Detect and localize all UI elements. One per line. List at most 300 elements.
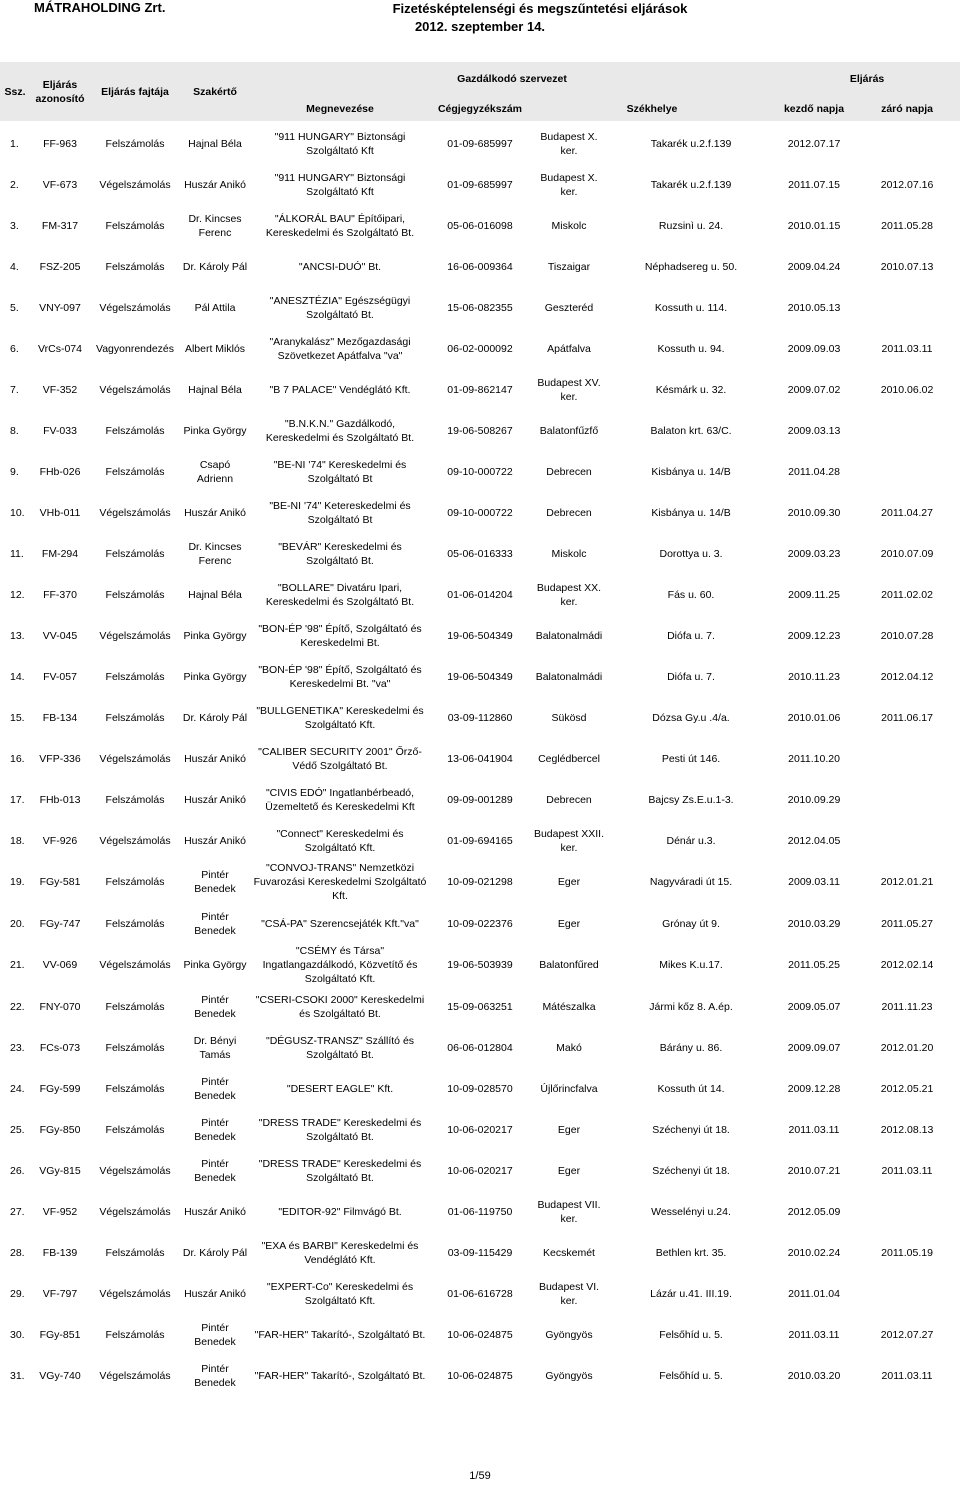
row-number: 21. (10, 959, 25, 971)
row-number: 27. (10, 1205, 25, 1218)
table-row (0, 903, 960, 944)
row-id: FF-963 (43, 137, 77, 150)
row-name: "ANCSI-DUÓ" Bt. (298, 260, 382, 273)
row-type: Végelszámolás (99, 959, 171, 971)
row-number: 6. (10, 342, 19, 355)
row-number: 29. (10, 1287, 25, 1300)
row-end (854, 123, 960, 164)
row-number: 17. (10, 793, 25, 806)
row-end: 2012.01.21 (880, 876, 934, 888)
row-type: Felszámolás (105, 1246, 165, 1259)
row-number: 11. (10, 547, 24, 560)
row-end: 2011.06.17 (881, 711, 933, 724)
row-id: FGy-599 (39, 1082, 81, 1095)
row-start: 2010.01.06 (787, 711, 841, 724)
row-end (854, 779, 960, 820)
col-group-org: Gazdálkodó szervezet (250, 62, 774, 96)
row-end (854, 738, 960, 779)
row-start: 2011.05.25 (788, 959, 840, 971)
table-row (0, 1150, 960, 1191)
row-name: "CALIBER SECURITY 2001" Őrző-Védő Szolgáltató Bt. (258, 745, 422, 772)
row-name: "EDITOR-92" Filmvágó Bt. (278, 1205, 402, 1218)
table-row (0, 1273, 960, 1314)
row-name: "B 7 PALACE" Vendéglátó Kft. (269, 383, 411, 396)
table-row (0, 656, 960, 697)
table-row (0, 1355, 960, 1396)
row-street: Fás u. 60. (667, 588, 715, 601)
row-end: 2012.05.21 (880, 1082, 934, 1095)
row-name: "DÉGUSZ-TRANSZ" Szállító és Szolgáltató Bt. (265, 1034, 415, 1061)
row-type: Felszámolás (105, 424, 165, 437)
row-start: 2011.03.11 (788, 1328, 840, 1341)
row-city: Budapest XXII. ker. (533, 827, 605, 854)
row-start: 2011.10.20 (788, 752, 840, 765)
row-id: FF-370 (43, 588, 77, 601)
row-reg: 05-06-016333 (447, 547, 513, 560)
row-reg: 09-10-000722 (447, 465, 513, 478)
row-number: 2. (10, 178, 19, 191)
row-number: 12. (10, 588, 25, 601)
row-city: Miskolc (551, 547, 587, 560)
company-name: MÁTRAHOLDING Zrt. (34, 0, 166, 15)
row-start: 2009.12.23 (787, 629, 841, 642)
row-expert: Huszár Anikó (184, 793, 246, 806)
row-number: 26. (10, 1164, 25, 1177)
row-street: Diófa u. 7. (667, 670, 715, 683)
row-number: 28. (10, 1246, 25, 1259)
row-end: 2011.03.11 (881, 1164, 933, 1177)
row-expert: Dr. Kincses Ferenc (188, 212, 242, 239)
row-type: Végelszámolás (99, 834, 171, 847)
table-row (0, 533, 960, 574)
row-city: Debrecen (546, 465, 592, 478)
table-row (0, 410, 960, 451)
row-name: "BOLLARE" Divatáru Ipari, Kereskedelmi és Szolgáltató Bt. (265, 581, 415, 608)
row-start: 2009.03.13 (787, 424, 841, 437)
row-street: Bárány u. 86. (659, 1041, 723, 1054)
table-header (0, 62, 960, 123)
row-city: Eger (557, 917, 581, 930)
row-street: Néphadsereg u. 50. (644, 260, 738, 273)
table-row (0, 1027, 960, 1068)
row-name: "ANESZTÉZIA" Egészségügyi Szolgáltató Bt. (269, 294, 411, 321)
row-number: 22. (10, 1000, 25, 1013)
row-street: Bajcsy Zs.E.u.1-3. (648, 793, 734, 806)
row-id: FB-134 (42, 711, 78, 724)
row-expert: Huszár Anikó (184, 1205, 246, 1218)
row-name: "EXPERT-Co" Kereskedelmi és Szolgáltató Kft. (266, 1280, 414, 1307)
row-start: 2010.07.21 (787, 1164, 841, 1177)
row-expert: Pál Attila (194, 301, 236, 314)
row-reg: 01-09-685997 (447, 178, 513, 191)
row-id: VF-952 (42, 1205, 78, 1218)
row-name: "CSERI-CSOKI 2000" Kereskedelmi és Szolgáltató Bt. (255, 993, 425, 1020)
row-reg: 19-06-508267 (447, 424, 513, 437)
row-reg: 19-06-504349 (447, 629, 513, 642)
row-street: Balaton krt. 63/C. (650, 424, 732, 437)
row-start: 2009.05.07 (787, 1000, 841, 1013)
row-street: Dózsa Gy.u .4/a. (652, 711, 730, 724)
row-street: Felsőhíd u. 5. (659, 1328, 723, 1341)
row-expert: Huszár Anikó (184, 178, 246, 191)
row-id: VV-045 (42, 629, 78, 642)
row-city: Miskolc (551, 219, 587, 232)
row-id: FCs-073 (39, 1041, 81, 1054)
row-number: 14. (10, 670, 25, 683)
row-street: Széchenyi út 18. (652, 1164, 730, 1177)
row-city: Kecskemét (543, 1246, 595, 1259)
row-number: 31. (10, 1369, 25, 1382)
row-id: VV-069 (42, 959, 78, 971)
row-id: FHb-013 (39, 793, 81, 806)
row-city: Debrecen (546, 793, 592, 806)
row-street: Nagyváradi út 15. (649, 876, 733, 888)
row-type: Felszámolás (105, 137, 165, 150)
row-start: 2009.11.25 (788, 588, 840, 601)
row-city: Mátészalka (542, 1000, 596, 1013)
row-name: "Aranykalász" Mezőgazdasági Szövetkezet Apátfalva "va" (269, 335, 411, 362)
row-type: Végelszámolás (99, 1369, 171, 1382)
row-start: 2009.07.02 (787, 383, 841, 396)
row-type: Felszámolás (105, 711, 165, 724)
row-reg: 10-09-028570 (447, 1082, 513, 1095)
row-type: Felszámolás (105, 1082, 165, 1095)
row-city: Sükösd (551, 711, 587, 724)
row-expert: Pintér Benedek (194, 1116, 236, 1143)
row-end: 2011.05.27 (881, 917, 933, 930)
row-expert: Pinka György (183, 424, 247, 437)
row-expert: Huszár Anikó (184, 506, 246, 519)
row-city: Balatonfűred (539, 959, 599, 971)
row-expert: Albert Miklós (184, 342, 246, 355)
table-row (0, 328, 960, 369)
row-reg: 10-09-022376 (447, 917, 513, 930)
row-name: "BON-ÉP '98" Építő, Szolgáltató és Kereskedelmi Bt. "va" (258, 663, 422, 690)
row-id: FGy-747 (39, 917, 81, 930)
row-id: FB-139 (42, 1246, 78, 1259)
row-id: FNY-070 (39, 1000, 81, 1013)
row-expert: Pintér Benedek (194, 910, 236, 937)
row-expert: Huszár Anikó (184, 1287, 246, 1300)
row-start: 2010.01.15 (787, 219, 841, 232)
row-start: 2010.09.29 (787, 793, 841, 806)
row-start: 2010.03.20 (787, 1369, 841, 1382)
row-street: Kisbánya u. 14/B (651, 506, 731, 519)
col-reg: Cégjegyzékszám (430, 96, 530, 121)
row-street: Takarék u.2.f.139 (650, 137, 732, 150)
row-expert: Hajnal Béla (188, 383, 242, 396)
row-number: 15. (10, 711, 25, 724)
row-number: 9. (10, 465, 19, 478)
row-expert: Pinka György (183, 629, 247, 642)
row-id: VF-673 (42, 178, 78, 191)
row-id: VF-926 (42, 834, 78, 847)
row-city: Makó (556, 1041, 582, 1054)
row-city: Eger (557, 1164, 581, 1177)
row-start: 2011.07.15 (788, 178, 840, 191)
table-row (0, 1191, 960, 1232)
row-type: Végelszámolás (99, 1164, 171, 1177)
row-start: 2010.11.23 (788, 670, 840, 683)
row-expert: Pintér Benedek (194, 1362, 236, 1389)
table-row (0, 1314, 960, 1355)
row-expert: Pinka György (183, 670, 247, 683)
row-end: 2012.08.13 (880, 1123, 934, 1136)
row-reg: 06-02-000092 (447, 342, 513, 355)
col-group-proc: Eljárás (774, 62, 960, 96)
row-type: Végelszámolás (99, 752, 171, 765)
row-expert: Pinka György (183, 959, 247, 971)
row-id: VGy-740 (39, 1369, 81, 1382)
row-city: Balatonfűzfő (539, 424, 599, 437)
row-id: FV-057 (43, 670, 77, 683)
row-start: 2010.05.13 (787, 301, 841, 314)
row-reg: 15-06-082355 (447, 301, 513, 314)
row-reg: 10-06-020217 (447, 1123, 513, 1136)
row-expert: Huszár Anikó (184, 834, 246, 847)
row-start: 2010.03.29 (787, 917, 841, 930)
row-city: Balatonalmádi (535, 629, 603, 642)
proceedings-table (0, 62, 960, 1396)
row-city: Eger (557, 1123, 581, 1136)
table-row (0, 369, 960, 410)
row-type: Felszámolás (105, 465, 165, 478)
row-street: Wesselényi u.24. (651, 1205, 731, 1218)
row-street: Takarék u.2.f.139 (650, 178, 732, 191)
row-city: Budapest VII. ker. (537, 1198, 601, 1225)
row-street: Kossuth u. 114. (654, 301, 728, 314)
col-name: Megnevezése (250, 96, 430, 121)
row-reg: 03-09-112860 (447, 711, 513, 724)
row-expert: Dr. Károly Pál (182, 711, 248, 724)
row-number: 10. (10, 506, 25, 519)
row-number: 20. (10, 917, 25, 930)
row-reg: 01-06-616728 (447, 1287, 513, 1300)
table-row (0, 820, 960, 861)
row-type: Felszámolás (105, 1000, 165, 1013)
table-row (0, 205, 960, 246)
row-city: Budapest XV. ker. (537, 376, 601, 403)
row-type: Felszámolás (105, 1123, 165, 1136)
row-end: 2012.07.16 (880, 178, 934, 191)
row-id: FV-033 (43, 424, 77, 437)
row-street: Mikes K.u.17. (659, 959, 723, 971)
row-expert: Pintér Benedek (194, 1321, 236, 1348)
row-id: FGy-581 (39, 876, 81, 888)
table-row (0, 1068, 960, 1109)
row-expert: Csapó Adrienn (196, 458, 234, 485)
row-end: 2011.11.23 (881, 1000, 933, 1013)
row-end: 2012.07.27 (880, 1328, 934, 1341)
row-reg: 06-06-012804 (447, 1041, 513, 1054)
row-reg: 01-06-014204 (447, 588, 513, 601)
row-street: Pesti út 146. (661, 752, 721, 765)
row-end: 2012.04.12 (880, 670, 934, 683)
row-id: FHb-026 (39, 465, 81, 478)
row-end (854, 1273, 960, 1314)
row-street: Kisbánya u. 14/B (651, 465, 731, 478)
row-type: Végelszámolás (99, 1287, 171, 1300)
col-type: Eljárás fajtája (90, 62, 180, 121)
row-end: 2011.03.11 (881, 342, 933, 355)
row-street: Dénár u.3. (666, 834, 716, 847)
row-name: "CSÉMY és Társa" Ingatlangazdálkodó, Közvetítő és Szolgáltató Kft. (262, 945, 418, 985)
row-number: 8. (10, 424, 19, 437)
row-street: Széchenyi út 18. (652, 1123, 730, 1136)
row-reg: 13-06-041904 (447, 752, 513, 765)
table-row (0, 1109, 960, 1150)
table-row (0, 451, 960, 492)
row-city: Budapest VI. ker. (538, 1280, 600, 1307)
row-name: "BULLGENETIKA" Kereskedelmi és Szolgáltató Kft. (256, 704, 424, 731)
row-expert: Pintér Benedek (194, 1075, 236, 1102)
row-end (854, 451, 960, 492)
row-id: VHb-011 (39, 506, 81, 519)
row-name: "EXA és BARBI" Kereskedelmi és Vendéglátó Kft. (261, 1239, 419, 1266)
row-reg: 10-06-024875 (447, 1369, 513, 1382)
row-end (854, 410, 960, 451)
table-row (0, 164, 960, 205)
row-street: Diófa u. 7. (667, 629, 715, 642)
row-type: Felszámolás (105, 1041, 165, 1054)
row-street: Felsőhíd u. 5. (659, 1369, 723, 1382)
table-row (0, 574, 960, 615)
row-expert: Hajnal Béla (188, 588, 242, 601)
row-type: Felszámolás (105, 876, 165, 888)
row-reg: 15-09-063251 (447, 1000, 513, 1013)
row-id: VNY-097 (39, 301, 81, 314)
row-reg: 09-10-000722 (447, 506, 513, 519)
row-street: Grónay út 9. (662, 917, 720, 930)
page-header (0, 0, 960, 58)
row-number: 24. (10, 1082, 25, 1095)
row-name: "BEVÁR" Kereskedelmi és Szolgáltató Bt. (278, 540, 402, 567)
row-type: Felszámolás (105, 670, 165, 683)
row-city: Apátfalva (547, 342, 591, 355)
row-name: "DRESS TRADE" Kereskedelmi és Szolgáltató Bt. (258, 1116, 422, 1143)
row-id: FGy-850 (39, 1123, 81, 1136)
table-row (0, 697, 960, 738)
row-type: Végelszámolás (99, 178, 171, 191)
row-number: 25. (10, 1123, 25, 1136)
row-end: 2012.01.20 (880, 1041, 934, 1054)
table-row (0, 1232, 960, 1273)
row-expert: Dr. Kincses Ferenc (188, 540, 242, 567)
col-expert: Szakértő (180, 62, 250, 121)
row-type: Végelszámolás (99, 383, 171, 396)
row-expert: Huszár Anikó (184, 752, 246, 765)
row-city: Budapest X. ker. (540, 171, 598, 198)
row-name: "Connect" Kereskedelmi és Szolgáltató Kft. (276, 827, 404, 854)
row-start: 2012.04.05 (787, 834, 841, 847)
row-street: Jármi kőz 8. A.ép. (649, 1000, 733, 1013)
row-expert: Pintér Benedek (194, 1157, 236, 1184)
row-street: Kossuth u. 94. (657, 342, 725, 355)
row-city: Újlőrincfalva (540, 1082, 598, 1095)
row-id: VrCs-074 (38, 342, 82, 355)
row-street: Késmárk u. 32. (655, 383, 727, 396)
row-start: 2011.03.11 (788, 1123, 840, 1136)
table-row (0, 944, 960, 986)
row-reg: 01-09-694165 (447, 834, 513, 847)
row-start: 2009.12.28 (787, 1082, 841, 1095)
row-type: Végelszámolás (99, 301, 171, 314)
row-start: 2009.09.03 (787, 342, 841, 355)
row-city: Ceglédbercel (538, 752, 600, 765)
row-name: "FAR-HER" Takarító-, Szolgáltató Bt. (254, 1369, 426, 1382)
row-city: Eger (557, 876, 581, 888)
col-seat: Székhelye (530, 96, 774, 121)
row-city: Tiszaigar (547, 260, 591, 273)
row-number: 16. (10, 752, 25, 765)
row-type: Felszámolás (105, 219, 165, 232)
row-type: Felszámolás (105, 1328, 165, 1341)
row-reg: 19-06-503939 (447, 959, 513, 971)
row-reg: 01-09-862147 (447, 383, 513, 396)
table-row (0, 492, 960, 533)
row-expert: Hajnal Béla (188, 137, 242, 150)
row-type: Vagyonrendezés (95, 342, 175, 355)
table-row (0, 986, 960, 1027)
row-reg: 10-06-020217 (447, 1164, 513, 1177)
document-title (0, 0, 960, 36)
table-row (0, 123, 960, 164)
row-reg: 16-06-009364 (447, 260, 513, 273)
row-end: 2010.07.13 (880, 260, 934, 273)
page-number: 1/59 (469, 1470, 491, 1482)
row-end (854, 287, 960, 328)
row-expert: Dr. Károly Pál (182, 1246, 248, 1259)
row-city: Debrecen (546, 506, 592, 519)
row-name: "911 HUNGARY" Biztonsági Szolgáltató Kft (274, 171, 406, 198)
row-street: Ruzsinì u. 24. (658, 219, 724, 232)
row-expert: Dr. Károly Pál (182, 260, 248, 273)
col-start: kezdő napja (774, 96, 854, 121)
row-name: "DESERT EAGLE" Kft. (286, 1082, 394, 1095)
row-start: 2011.04.28 (788, 465, 840, 478)
row-number: 5. (10, 301, 19, 314)
row-end: 2011.02.02 (881, 588, 933, 601)
row-city: Geszteréd (544, 301, 594, 314)
row-type: Végelszámolás (99, 506, 171, 519)
row-end: 2012.02.14 (880, 959, 934, 971)
row-reg: 19-06-504349 (447, 670, 513, 683)
row-start: 2010.09.30 (787, 506, 841, 519)
col-ssz: Ssz. (0, 62, 30, 121)
row-number: 19. (10, 876, 25, 888)
row-id: VGy-815 (39, 1164, 81, 1177)
row-expert: Pintér Benedek (194, 869, 236, 895)
row-number: 23. (10, 1041, 25, 1054)
row-number: 4. (10, 260, 19, 273)
row-reg: 10-09-021298 (447, 876, 513, 888)
row-type: Végelszámolás (99, 1205, 171, 1218)
table-row (0, 615, 960, 656)
row-number: 13. (10, 629, 25, 642)
row-name: "DRESS TRADE" Kereskedelmi és Szolgáltató Bt. (258, 1157, 422, 1184)
row-number: 1. (10, 137, 19, 150)
row-reg: 01-09-685997 (447, 137, 513, 150)
row-city: Balatonalmádi (535, 670, 603, 683)
row-expert: Pintér Benedek (194, 993, 236, 1020)
col-end: záró napja (854, 96, 960, 121)
row-id: VF-797 (42, 1287, 78, 1300)
row-type: Végelszámolás (99, 629, 171, 642)
row-number: 30. (10, 1328, 25, 1341)
row-id: FGy-851 (39, 1328, 81, 1341)
row-name: "B.N.K.N." Gazdálkodó, Kereskedelmi és Szolgáltató Bt. (265, 417, 415, 444)
row-id: VFP-336 (39, 752, 81, 765)
